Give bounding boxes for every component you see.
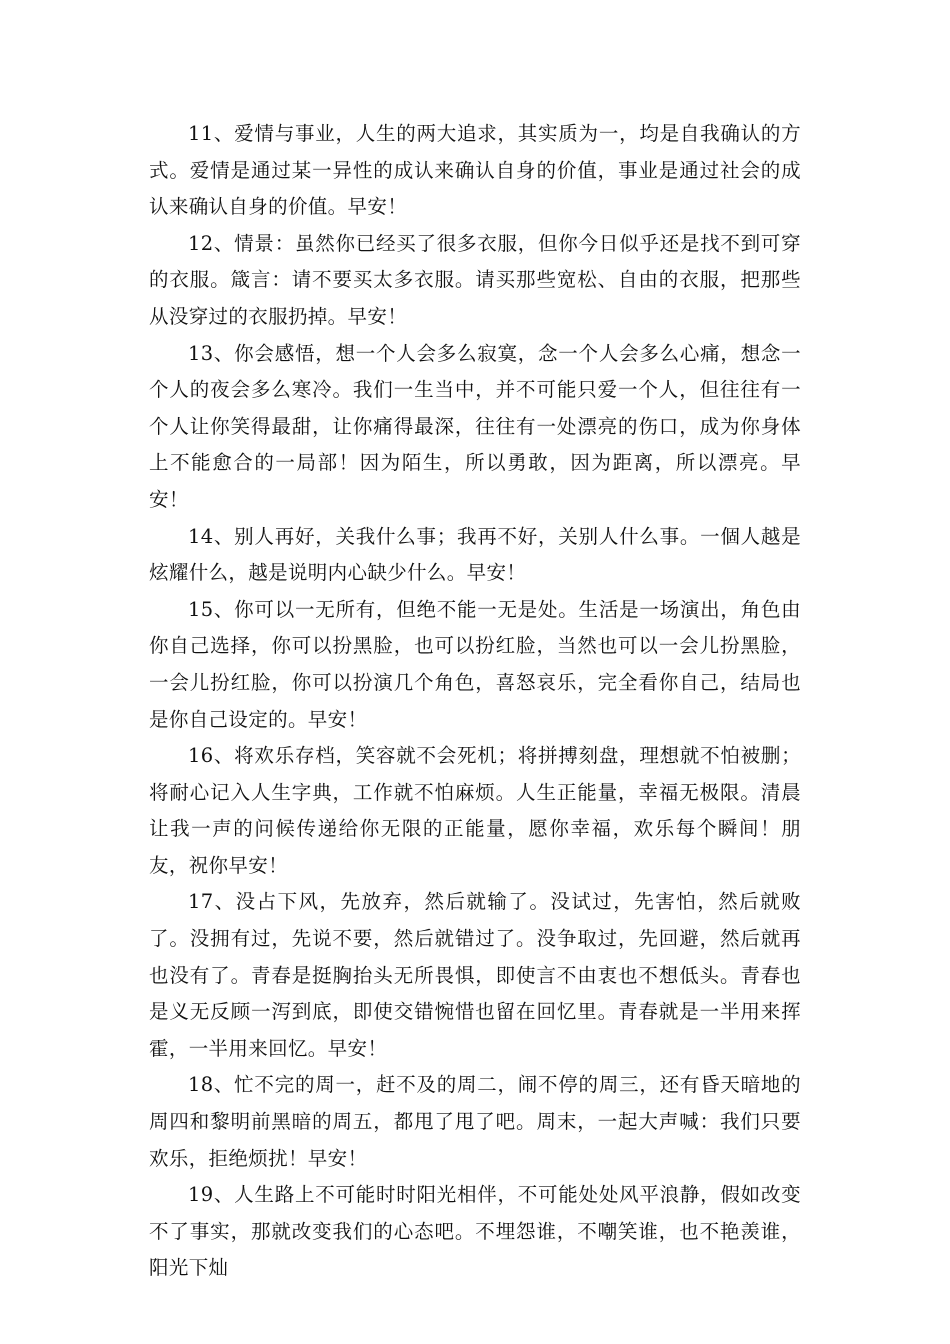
paragraph-13: 13、你会感悟，想一个人会多么寂寞，念一个人会多么心痛，想念一个人的夜会多么寒冷。我们一生当中，并不可能只爱一个人，但往往有一个人让你笑得最甜，让你痛得最深，往往有一处漂亮的伤口，成为你身体上不能愈合的一局部！因为陌生，所以勇敢，因为距离，所以漂亮。早安！ — [149, 341, 801, 511]
paragraph-19: 19、人生路上不可能时时阳光相伴，不可能处处风平浪静，假如改变不了事实，那就改变我们的心态吧。不埋怨谁，不嘲笑谁，也不艳羡谁，阳光下灿 — [149, 1183, 801, 1280]
paragraph-15: 15、你可以一无所有，但绝不能一无是处。生活是一场演出，角色由你自己选择，你可以扮黑脸，也可以扮红脸，当然也可以一会儿扮黑脸，一会儿扮红脸，你可以扮演几个角色，喜怒哀乐，完全看你自己，结局也是你自己设定的。早安！ — [149, 597, 801, 731]
paragraph-14: 14、别人再好，关我什么事；我再不好，关别人什么事。一個人越是炫耀什么，越是说明内心缺少什么。早安！ — [149, 524, 801, 585]
paragraph-16: 16、将欢乐存档，笑容就不会死机；将拼搏刻盘，理想就不怕被删；将耐心记入人生字典，工作就不怕麻烦。人生正能量，幸福无极限。清晨让我一声的问候传递给你无限的正能量，愿你幸福，欢乐每个瞬间！朋友，祝你早安！ — [149, 744, 801, 877]
paragraph-12: 12、情景：虽然你已经买了很多衣服，但你今日似乎还是找不到可穿的衣服。箴言：请不要买太多衣服。请买那些宽松、自由的衣服，把那些从没穿过的衣服扔掉。早安！ — [149, 231, 801, 328]
paragraph-18: 18、忙不完的周一，赶不及的周二，闹不停的周三，还有昏天暗地的周四和黎明前黑暗的周五，都甩了甩了吧。周末，一起大声喊：我们只要欢乐，拒绝烦扰！早安！ — [149, 1073, 801, 1170]
paragraph-11: 11、爱情与事业，人生的两大追求，其实质为一，均是自我确认的方式。爱情是通过某一异性的成认来确认自身的价值，事业是通过社会的成认来确认自身的价值。早安！ — [149, 122, 801, 219]
paragraph-17: 17、没占下风，先放弃，然后就输了。没试过，先害怕，然后就败了。没拥有过，先说不要，然后就错过了。没争取过，先回避，然后就再也没有了。青春是挺胸抬头无所畏惧，即使言不由衷也不想低头。青春也是义无反顾一泻到底，即使交错惋惜也留在回忆里。青春就是一半用来挥霍，一半用来回忆。早安！ — [149, 890, 801, 1060]
document-body — [149, 116, 801, 1287]
